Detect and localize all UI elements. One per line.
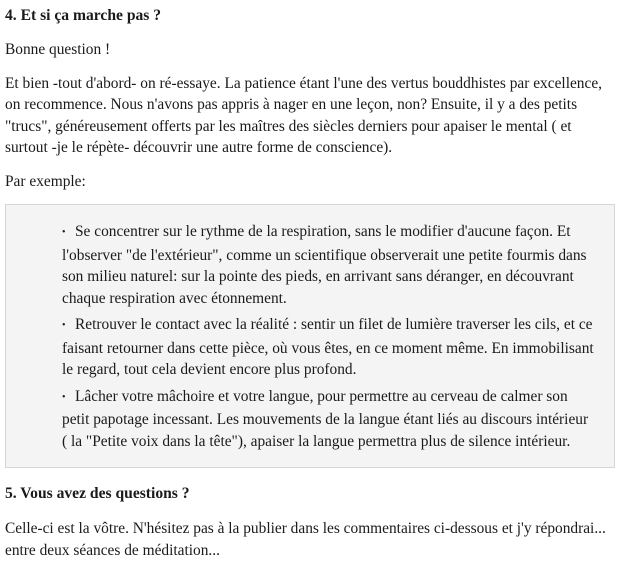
section-heading: 5. Vous avez des questions ?	[5, 485, 190, 502]
list-item-text: Retrouver le contact avec la réalité : sentir un filet de lumière traverser les cils, et ce faisant retourner dans cette pièce, où vous êtes, en ce moment même. En immobilisant le regard, tout cela devient encore plus profond.	[62, 316, 594, 378]
list-item-text: Se concentrer sur le rythme de la respiration, sans le modifier d'aucune façon. Et l'observer "de l'extérieur", comme un scientifique observerait une petite fourmis dans son milieu naturel: sur la pointe des pieds, en arrivant sans déranger, en découvrant chaque respiration avec étonnement.	[62, 223, 587, 307]
tips-list	[62, 221, 594, 452]
list-item-text: Lâcher votre mâchoire et votre langue, pour permettre au cerveau de calmer son petit papotage incessant. Les mouvements de la langue étant liés au discours intérieur ( la "Petite voix dans la tête"), apaiser la langue permettra plus de silence intérieur.	[62, 387, 589, 450]
bullet-icon: •	[62, 391, 66, 403]
list-item	[62, 314, 594, 381]
list-item	[62, 221, 594, 309]
body-paragraph: Et bien -tout d'abord- on ré-essaye. La patience étant l'une des vertus bouddhistes par excellence, on recommence. Nous n'avons pas appris à nager en une leçon, non? Ensuite, il y a des petits "trucs", généreusement offerts par les maîtres des siècles derniers pour apaiser le mental ( et surtout -je le répète- découvrir une autre forme de conscience).	[5, 74, 603, 156]
list-item	[62, 386, 594, 453]
bullet-icon: •	[62, 227, 66, 238]
bullet-icon: •	[62, 320, 66, 331]
intro-paragraph: Bonne question !	[5, 41, 111, 58]
body-paragraph: Celle-ci est la vôtre. N'hésitez pas à la publier dans les commentaires ci-dessous et j'y répondrai... entre deux séances de méditation...	[5, 520, 606, 559]
blockquote	[5, 204, 615, 468]
section-heading: 4. Et si ça marche pas ?	[5, 7, 162, 24]
example-label: Par exemple:	[5, 172, 86, 190]
